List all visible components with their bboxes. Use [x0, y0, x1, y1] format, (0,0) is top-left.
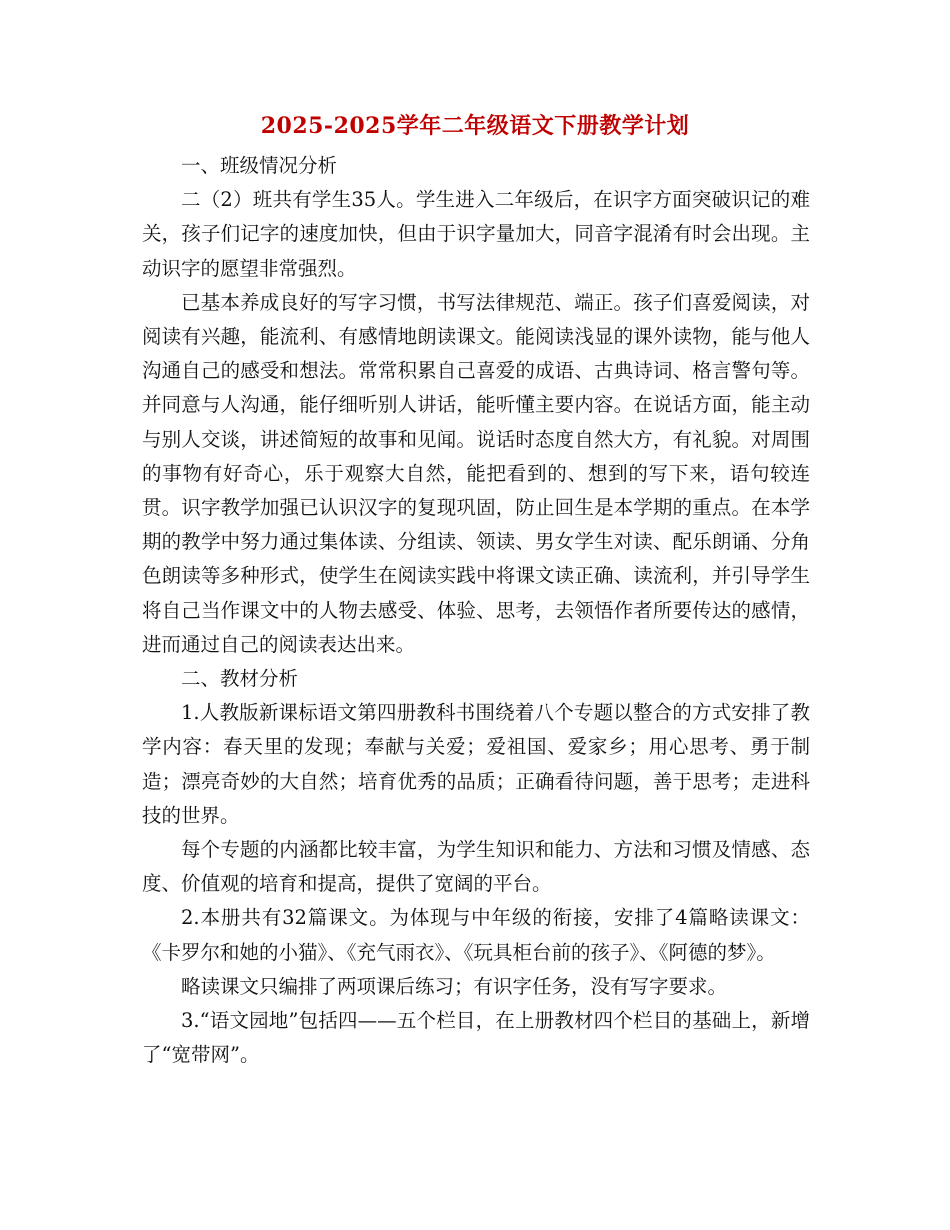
paragraph-language-garden: 3.“语文园地”包括四——五个栏目，在上册教材四个栏目的基础上，新增了“宽带网”。 [142, 1009, 810, 1067]
paragraph-skim-reading: 略读课文只编排了两项课后练习；有识字任务，没有写字要求。 [181, 974, 728, 998]
section-heading-class-analysis: 一、班级情况分析 [181, 154, 338, 177]
paragraph-topic-content: 每个专题的内涵都比较丰富，为学生知识和能力、方法和习惯及情感、态度、价值观的培育和提高，提供了宽阔的平台。 [142, 838, 810, 896]
paragraph-learning-habits: 已基本养成良好的写字习惯，书写法律规范、端正。孩子们喜爱阅读，对阅读有兴趣，能流利、有感情地朗读课文。能阅读浅显的课外读物，能与他人沟通自己的感受和想法。常常积累自己喜爱的成语、古典诗词、格言警句等。并同意与人沟通，能仔细听别人讲话，能听懂主要内容。在说话方面，能主动与别人交谈，讲述简短的故事和见闻。说话时态度自然大方，有礼貌。对周围的事物有好奇心，乐于观察大自然，能把看到的、想到的写下来，语句较连贯。识字教学加强已认识汉字的复现巩固，防止回生是本学期的重点。在本学期的教学中努力通过集体读、分组读、领读、男女学生对读、配乐朗诵、分角色朗读等多种形式，使学生在阅读实践中将课文读正确、读流利，并引导学生将自己当作课文中的人物去感受、体验、思考，去领悟作者所要传达的感情，进而通过自己的阅读表达出来。 [142, 290, 810, 656]
document-title: 2025-2025学年二年级语文下册教学计划 [260, 113, 690, 139]
section-heading-textbook-analysis: 二、教材分析 [181, 667, 299, 691]
paragraph-student-overview: 二（2）班共有学生35人。学生进入二年级后，在识字方面突破识记的难关，孩子们记字的速度加快，但由于识字量加大，同音字混淆有时会出现。主动识字的愿望非常强烈。 [142, 188, 810, 280]
document-body [142, 149, 810, 1072]
paragraph-lesson-count: 2.本册共有32篇课文。为体现与中年级的衔接，安排了4篇略读课文：《卡罗尔和她的小猫》、《充气雨衣》、《玩具柜台前的孩子》、《阿德的梦》。 [142, 906, 810, 964]
paragraph-textbook-topics: 1.人教版新课标语文第四册教科书围绕着八个专题以整合的方式安排了教学内容：春天里的发现；奉献与关爱；爱祖国、爱家乡；用心思考、勇于制造；漂亮奇妙的大自然；培育优秀的品质；正确看待问题，善于思考；走进科技的世界。 [142, 701, 810, 827]
